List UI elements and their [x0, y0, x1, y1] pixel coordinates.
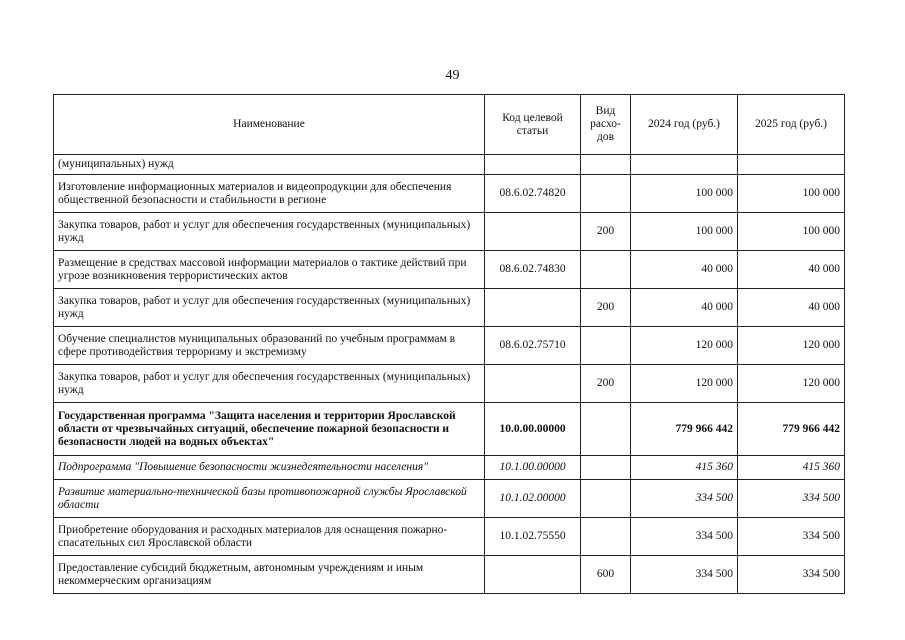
cell-y2024: 415 360: [631, 456, 738, 480]
cell-code: 10.1.02.00000: [485, 480, 581, 518]
cell-kind: [581, 456, 631, 480]
table-header-row: [54, 95, 845, 155]
table-row: [54, 251, 845, 289]
cell-y2024: 120 000: [631, 365, 738, 403]
table-row: [54, 456, 845, 480]
header-name: Наименование: [54, 95, 485, 155]
cell-name: Подпрограмма "Повышение безопасности жизнедеятельности населения": [54, 456, 485, 480]
cell-name: Государственная программа "Защита населения и территории Ярославской области от чрезвычайных ситуаций, обеспечение пожарной безопасности и безопасности людей на водных объектах": [54, 403, 485, 456]
cell-y2024: 100 000: [631, 213, 738, 251]
header-kind: Вид расхо-дов: [581, 95, 631, 155]
cell-name: Закупка товаров, работ и услуг для обеспечения государственных (муниципальных) нужд: [54, 213, 485, 251]
page-number: 49: [445, 68, 460, 83]
table-row: [54, 480, 845, 518]
budget-table: [53, 94, 845, 594]
cell-name: Закупка товаров, работ и услуг для обеспечения государственных (муниципальных) нужд: [54, 365, 485, 403]
cell-y2024: 120 000: [631, 327, 738, 365]
cell-kind: [581, 327, 631, 365]
cell-kind: [581, 251, 631, 289]
cell-name: Закупка товаров, работ и услуг для обеспечения государственных (муниципальных) нужд: [54, 289, 485, 327]
cell-code: 10.1.02.75550: [485, 518, 581, 556]
cell-y2025: [738, 155, 845, 175]
cell-kind: [581, 403, 631, 456]
cell-y2025: 334 500: [738, 480, 845, 518]
cell-y2025: 779 966 442: [738, 403, 845, 456]
table-row: [54, 403, 845, 456]
cell-y2024: 779 966 442: [631, 403, 738, 456]
cell-code: [485, 213, 581, 251]
cell-kind: [581, 480, 631, 518]
cell-name: Обучение специалистов муниципальных образований по учебным программам в сфере противодействия терроризму и экстремизму: [54, 327, 485, 365]
table-row: [54, 155, 845, 175]
cell-code: 08.6.02.74820: [485, 175, 581, 213]
cell-kind: 600: [581, 556, 631, 594]
cell-code: 10.1.00.00000: [485, 456, 581, 480]
cell-kind: [581, 155, 631, 175]
cell-kind: 200: [581, 365, 631, 403]
header-code: Код целевой статьи: [485, 95, 581, 155]
cell-y2025: 415 360: [738, 456, 845, 480]
table-row: [54, 365, 845, 403]
cell-y2024: 100 000: [631, 175, 738, 213]
cell-name: Изготовление информационных материалов и видеопродукции для обеспечения общественной безопасности и стабильности в регионе: [54, 175, 485, 213]
cell-y2024: 334 500: [631, 556, 738, 594]
cell-y2025: 334 500: [738, 556, 845, 594]
cell-kind: [581, 518, 631, 556]
cell-y2025: 120 000: [738, 365, 845, 403]
table-row: [54, 289, 845, 327]
table-row: [54, 556, 845, 594]
cell-y2024: 334 500: [631, 480, 738, 518]
table-row: [54, 327, 845, 365]
header-2025: 2025 год (руб.): [738, 95, 845, 155]
cell-name: Предоставление субсидий бюджетным, автономным учреждениям и иным некоммерческим организациям: [54, 556, 485, 594]
cell-code: [485, 289, 581, 327]
cell-y2025: 120 000: [738, 327, 845, 365]
cell-code: [485, 365, 581, 403]
cell-kind: 200: [581, 213, 631, 251]
cell-y2025: 40 000: [738, 251, 845, 289]
cell-code: 08.6.02.74830: [485, 251, 581, 289]
cell-y2025: 100 000: [738, 213, 845, 251]
cell-kind: [581, 175, 631, 213]
cell-name: Размещение в средствах массовой информации материалов о тактике действий при угрозе возникновения террористических актов: [54, 251, 485, 289]
cell-y2024: 40 000: [631, 289, 738, 327]
cell-y2024: 334 500: [631, 518, 738, 556]
cell-code: [485, 155, 581, 175]
table-row: [54, 175, 845, 213]
cell-y2025: 334 500: [738, 518, 845, 556]
cell-name: (муниципальных) нужд: [54, 155, 485, 175]
header-2024: 2024 год (руб.): [631, 95, 738, 155]
cell-y2024: 40 000: [631, 251, 738, 289]
table-row: [54, 213, 845, 251]
table-body: [54, 155, 845, 594]
table-row: [54, 518, 845, 556]
cell-name: Развитие материально-технической базы противопожарной службы Ярославской области: [54, 480, 485, 518]
cell-code: 10.0.00.00000: [485, 403, 581, 456]
cell-name: Приобретение оборудования и расходных материалов для оснащения пожарно-спасательных сил Ярославской области: [54, 518, 485, 556]
cell-y2025: 40 000: [738, 289, 845, 327]
cell-kind: 200: [581, 289, 631, 327]
cell-code: [485, 556, 581, 594]
cell-code: 08.6.02.75710: [485, 327, 581, 365]
cell-y2025: 100 000: [738, 175, 845, 213]
cell-y2024: [631, 155, 738, 175]
